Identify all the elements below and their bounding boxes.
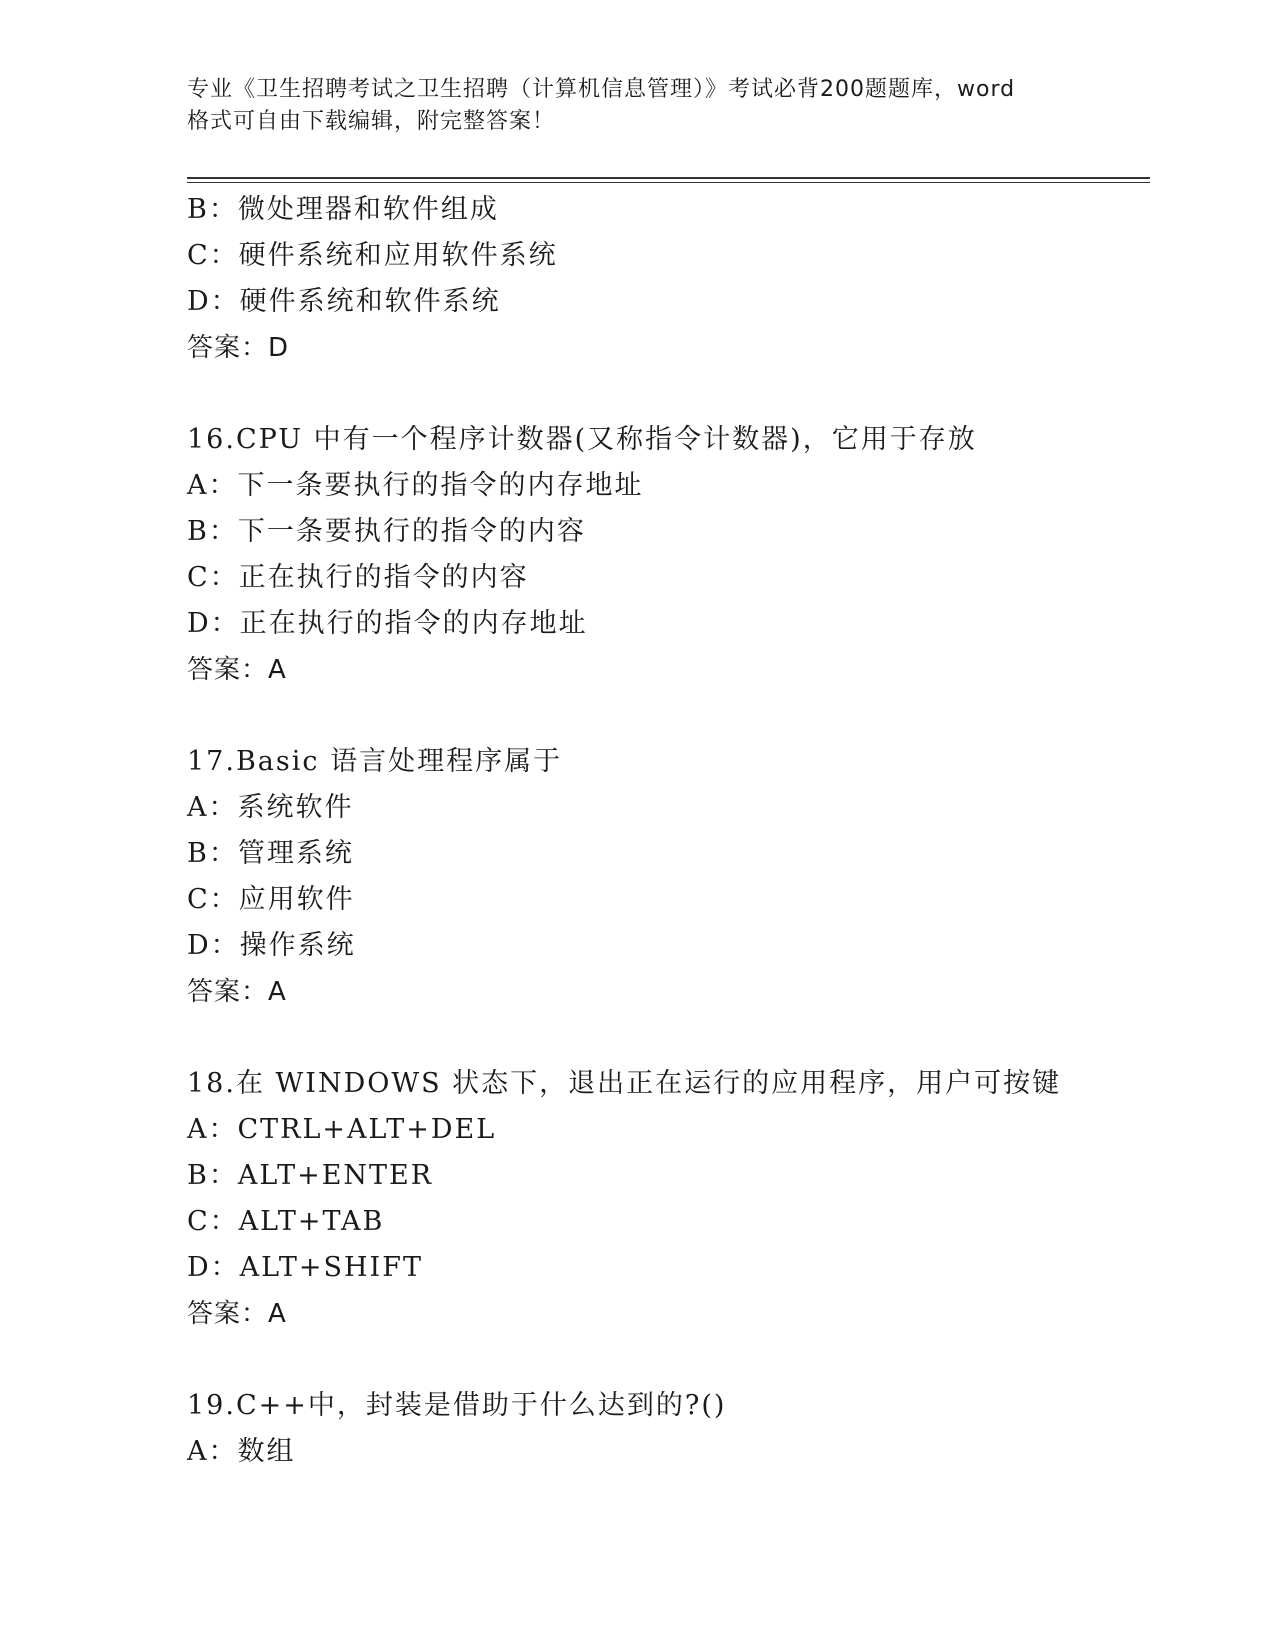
answer-line: 答案：A: [187, 1299, 287, 1329]
option-b: B：ALT+ENTER: [187, 1160, 434, 1191]
answer-line: 答案：A: [187, 655, 287, 685]
option-a: A：下一条要执行的指令的内存地址: [187, 470, 644, 501]
header-line-1: 专业《卫生招聘考试之卫生招聘（计算机信息管理）》考试必背200题题库，word: [187, 77, 1016, 102]
option-b: B：下一条要执行的指令的内容: [187, 516, 586, 547]
answer-line: 答案：A: [187, 977, 287, 1007]
question-block-18: [187, 1061, 1147, 1337]
option-a: A：数组: [187, 1436, 296, 1467]
question-text: 16.CPU 中有一个程序计数器(又称指令计数器)，它用于存放: [187, 424, 977, 455]
question-list: [187, 187, 1147, 1475]
option-a: A：系统软件: [187, 792, 354, 823]
header-divider-thin: [187, 182, 1150, 183]
question-text: 19.C++中，封装是借助于什么达到的?(): [187, 1390, 727, 1421]
answer-line: 答案：D: [187, 333, 290, 363]
option-b: B：微处理器和软件组成: [187, 194, 499, 225]
spacer: [187, 1337, 1147, 1383]
option-c: C：应用软件: [187, 884, 355, 915]
question-block-19: [187, 1383, 1147, 1475]
option-d: D：操作系统: [187, 930, 356, 961]
option-b: B：管理系统: [187, 838, 354, 869]
option-d: D：正在执行的指令的内存地址: [187, 608, 588, 639]
header-line-2: 格式可自由下载编辑，附完整答案！: [187, 109, 556, 134]
option-c: C：硬件系统和应用软件系统: [187, 240, 558, 271]
question-block-15: [187, 187, 1147, 371]
spacer: [187, 1015, 1147, 1061]
spacer: [187, 371, 1147, 417]
option-d: D：硬件系统和软件系统: [187, 286, 501, 317]
spacer: [187, 693, 1147, 739]
question-text: 17.Basic 语言处理程序属于: [187, 746, 563, 777]
document-header: [187, 74, 1087, 138]
question-block-16: [187, 417, 1147, 693]
question-block-17: [187, 739, 1147, 1015]
header-divider-thick: [187, 177, 1150, 179]
option-d: D：ALT+SHIFT: [187, 1252, 423, 1283]
option-c: C：正在执行的指令的内容: [187, 562, 529, 593]
option-c: C：ALT+TAB: [187, 1206, 385, 1237]
question-text: 18.在 WINDOWS 状态下，退出正在运行的应用程序，用户可按键: [187, 1068, 1062, 1099]
option-a: A：CTRL+ALT+DEL: [187, 1114, 497, 1145]
